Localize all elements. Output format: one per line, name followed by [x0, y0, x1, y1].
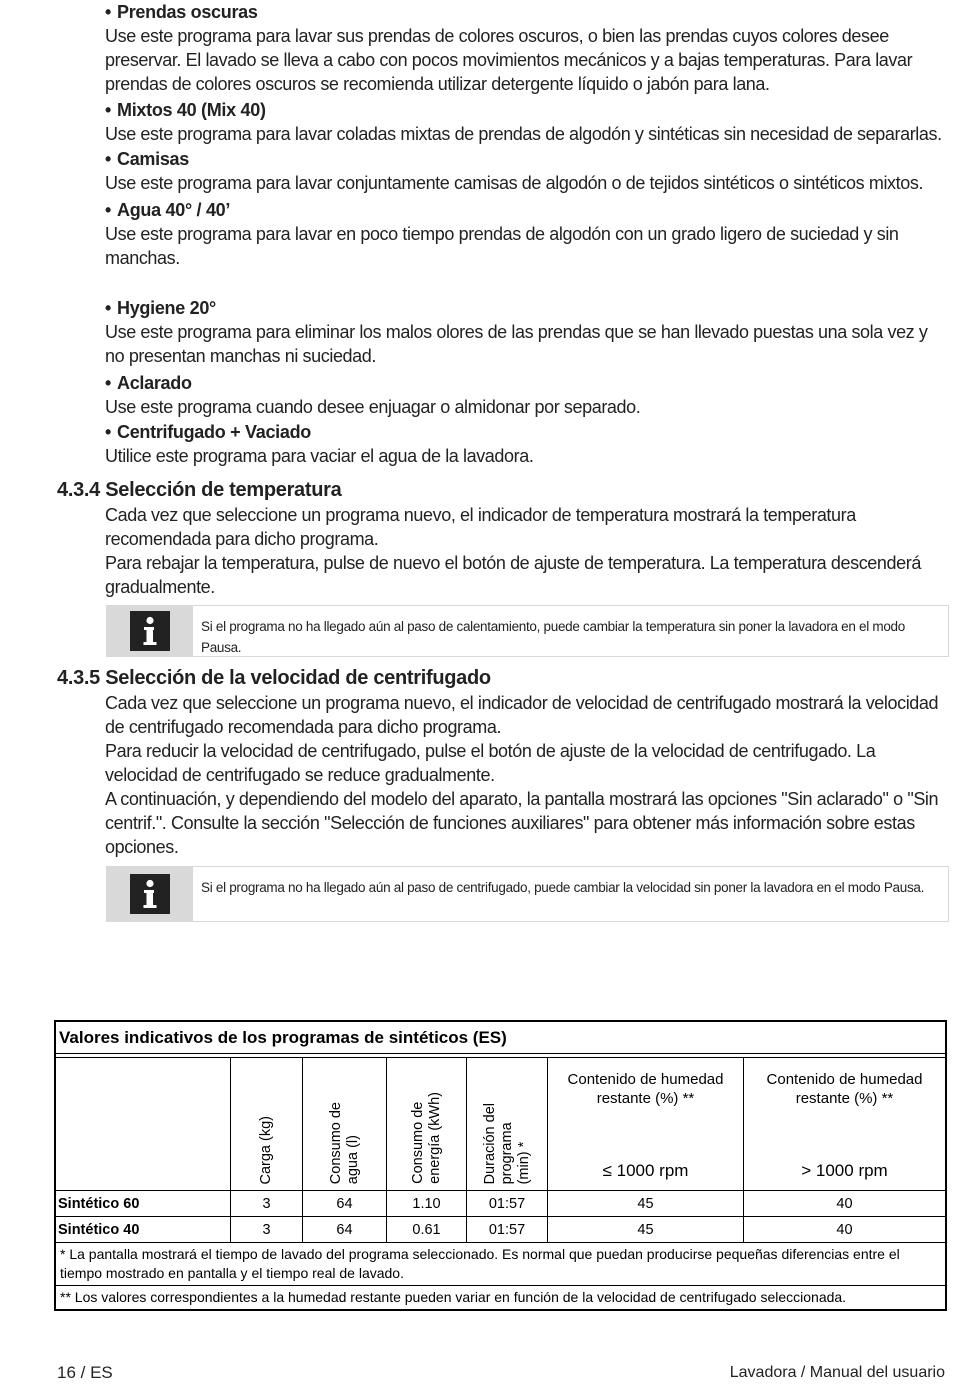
section-spin-body	[105, 691, 945, 859]
program-aclarado	[105, 371, 945, 419]
cell-humedad-low: 45	[548, 1191, 744, 1216]
header-duracion	[467, 1058, 548, 1190]
cell-carga: 3	[231, 1217, 303, 1242]
program-description: Use este programa cuando desee enjuagar o almidonar por separado.	[105, 397, 641, 417]
note-text: Si el programa no ha llegado aún al paso de calentamiento, puede cambiar la temperatura sin poner la lavadora en el modo Pausa.	[193, 605, 949, 657]
header-rpm: > 1000 rpm	[801, 1161, 888, 1180]
paragraph: Para rebajar la temperatura, pulse de nuevo el botón de ajuste de temperatura. La temperatura descenderá gradualmente.	[105, 553, 921, 597]
row-name: Sintético 60	[56, 1191, 231, 1216]
cell-energia: 1.10	[387, 1191, 467, 1216]
cell-energia: 0.61	[387, 1217, 467, 1242]
cell-humedad-high: 40	[836, 1195, 853, 1212]
section-title-spin: 4.3.5 Selección de la velocidad de centrifugado	[57, 667, 491, 689]
header-energia	[387, 1058, 467, 1190]
program-description: Utilice este programa para vaciar el agua de la lavadora.	[105, 446, 534, 466]
program-centrifugado	[105, 420, 945, 468]
page-number: 16 / ES	[57, 1363, 113, 1382]
header-label: Consumo de energía (kWh)	[409, 1092, 443, 1184]
program-title: • Mixtos 40 (Mix 40)	[105, 98, 945, 122]
program-description: Use este programa para lavar sus prendas de colores oscuros, o bien las prendas cuyos colores desee preservar. El lavado se lleva a cabo con pocos movimientos mecánicos y a bajas temperaturas. Para lavar prendas de colores oscuros se recomienda utilizar detergente líquido o jabón para lana.	[105, 26, 913, 94]
note-text: Si el programa no ha llegado aún al paso de centrifugado, puede cambiar la velocidad sin poner la lavadora en el modo Pausa.	[193, 866, 949, 922]
program-title: • Agua 40° / 40’	[105, 198, 945, 222]
header-label: Contenido de humedad restante (%) **	[766, 1071, 923, 1107]
table-header-row	[56, 1058, 945, 1191]
table-footnote: ** Los valores correspondientes a la humedad restante pueden variar en función de la velocidad de centrifugado seleccionada.	[60, 1289, 847, 1305]
header-agua	[303, 1058, 387, 1190]
program-hygiene	[105, 296, 945, 368]
table-title: Valores indicativos de los programas de sintéticos (ES)	[56, 1022, 945, 1054]
header-humedad-low	[548, 1058, 744, 1190]
info-icon	[106, 605, 193, 657]
paragraph: A continuación, y dependiendo del modelo del aparato, la pantalla mostrará las opciones "Sin aclarado" o "Sin centrif.". Consulte la sección "Selección de funciones auxiliares" para obtener más información sobre estas opciones.	[105, 789, 939, 857]
program-title: • Camisas	[105, 147, 945, 171]
paragraph: Cada vez que seleccione un programa nuevo, el indicador de velocidad de centrifugado mostrará la velocidad de centrifugado recomendada para dicho programa.	[105, 693, 939, 737]
header-label: Consumo de agua (l)	[327, 1101, 361, 1184]
document-title: Lavadora / Manual del usuario	[729, 1364, 945, 1381]
program-description: Use este programa para lavar coladas mixtas de prendas de algodón y sintéticas sin necesidad de separarlas.	[105, 124, 942, 144]
program-camisas	[105, 147, 945, 195]
cell-carga: 3	[231, 1191, 303, 1216]
cell-duracion: 01:57	[467, 1191, 548, 1216]
cell-agua: 64	[303, 1217, 387, 1242]
program-mixtos	[105, 98, 945, 146]
header-carga	[231, 1058, 303, 1190]
program-title: • Centrifugado + Vaciado	[105, 420, 945, 444]
program-title: • Aclarado	[105, 371, 945, 395]
cell-humedad-low: 45	[548, 1217, 744, 1242]
cell-duracion: 01:57	[467, 1217, 548, 1242]
program-description: Use este programa para lavar en poco tiempo prendas de algodón con un grado ligero de suciedad y sin manchas.	[105, 224, 899, 268]
row-name: Sintético 40	[56, 1217, 231, 1242]
header-humedad-high	[744, 1058, 945, 1190]
programs-table	[54, 1020, 947, 1311]
program-title: • Prendas oscuras	[105, 0, 945, 24]
info-icon	[106, 866, 193, 922]
program-description: Use este programa para eliminar los malos olores de las prendas que se han llevado puestas una sola vez y no presentan manchas ni suciedad.	[105, 322, 928, 366]
info-note-temperature	[106, 605, 949, 657]
header-rpm: ≤ 1000 rpm	[602, 1161, 689, 1180]
info-note-spin	[106, 866, 949, 922]
header-label: Carga (kg)	[258, 1115, 274, 1184]
program-title: • Hygiene 20°	[105, 296, 945, 320]
header-blank	[56, 1058, 231, 1190]
section-title-temperature: 4.3.4 Selección de temperatura	[57, 479, 342, 501]
cell-humedad-high: 40	[836, 1221, 853, 1238]
cell-agua: 64	[303, 1191, 387, 1216]
table-row	[56, 1191, 945, 1217]
section-temperature-body	[105, 503, 945, 599]
header-label: Contenido de humedad restante (%) **	[567, 1071, 724, 1107]
table-row	[56, 1217, 945, 1243]
paragraph: Cada vez que seleccione un programa nuevo, el indicador de temperatura mostrará la temperatura recomendada para dicho programa.	[105, 505, 856, 549]
paragraph: Para reducir la velocidad de centrifugado, pulse el botón de ajuste de la velocidad de centrifugado. La velocidad de centrifugado se reduce gradualmente.	[105, 741, 876, 785]
table-footnote: * La pantalla mostrará el tiempo de lavado del programa seleccionado. Es normal que puedan producirse pequeñas diferencias entre el tiempo mostrado en pantalla y el tiempo real de lavado.	[56, 1243, 945, 1286]
header-label: Duración del programa (min) *	[481, 1102, 532, 1184]
program-prendas-oscuras	[105, 0, 945, 96]
program-agua	[105, 198, 945, 270]
program-description: Use este programa para lavar conjuntamente camisas de algodón o de tejidos sintéticos o sintéticos mixtos.	[105, 173, 924, 193]
